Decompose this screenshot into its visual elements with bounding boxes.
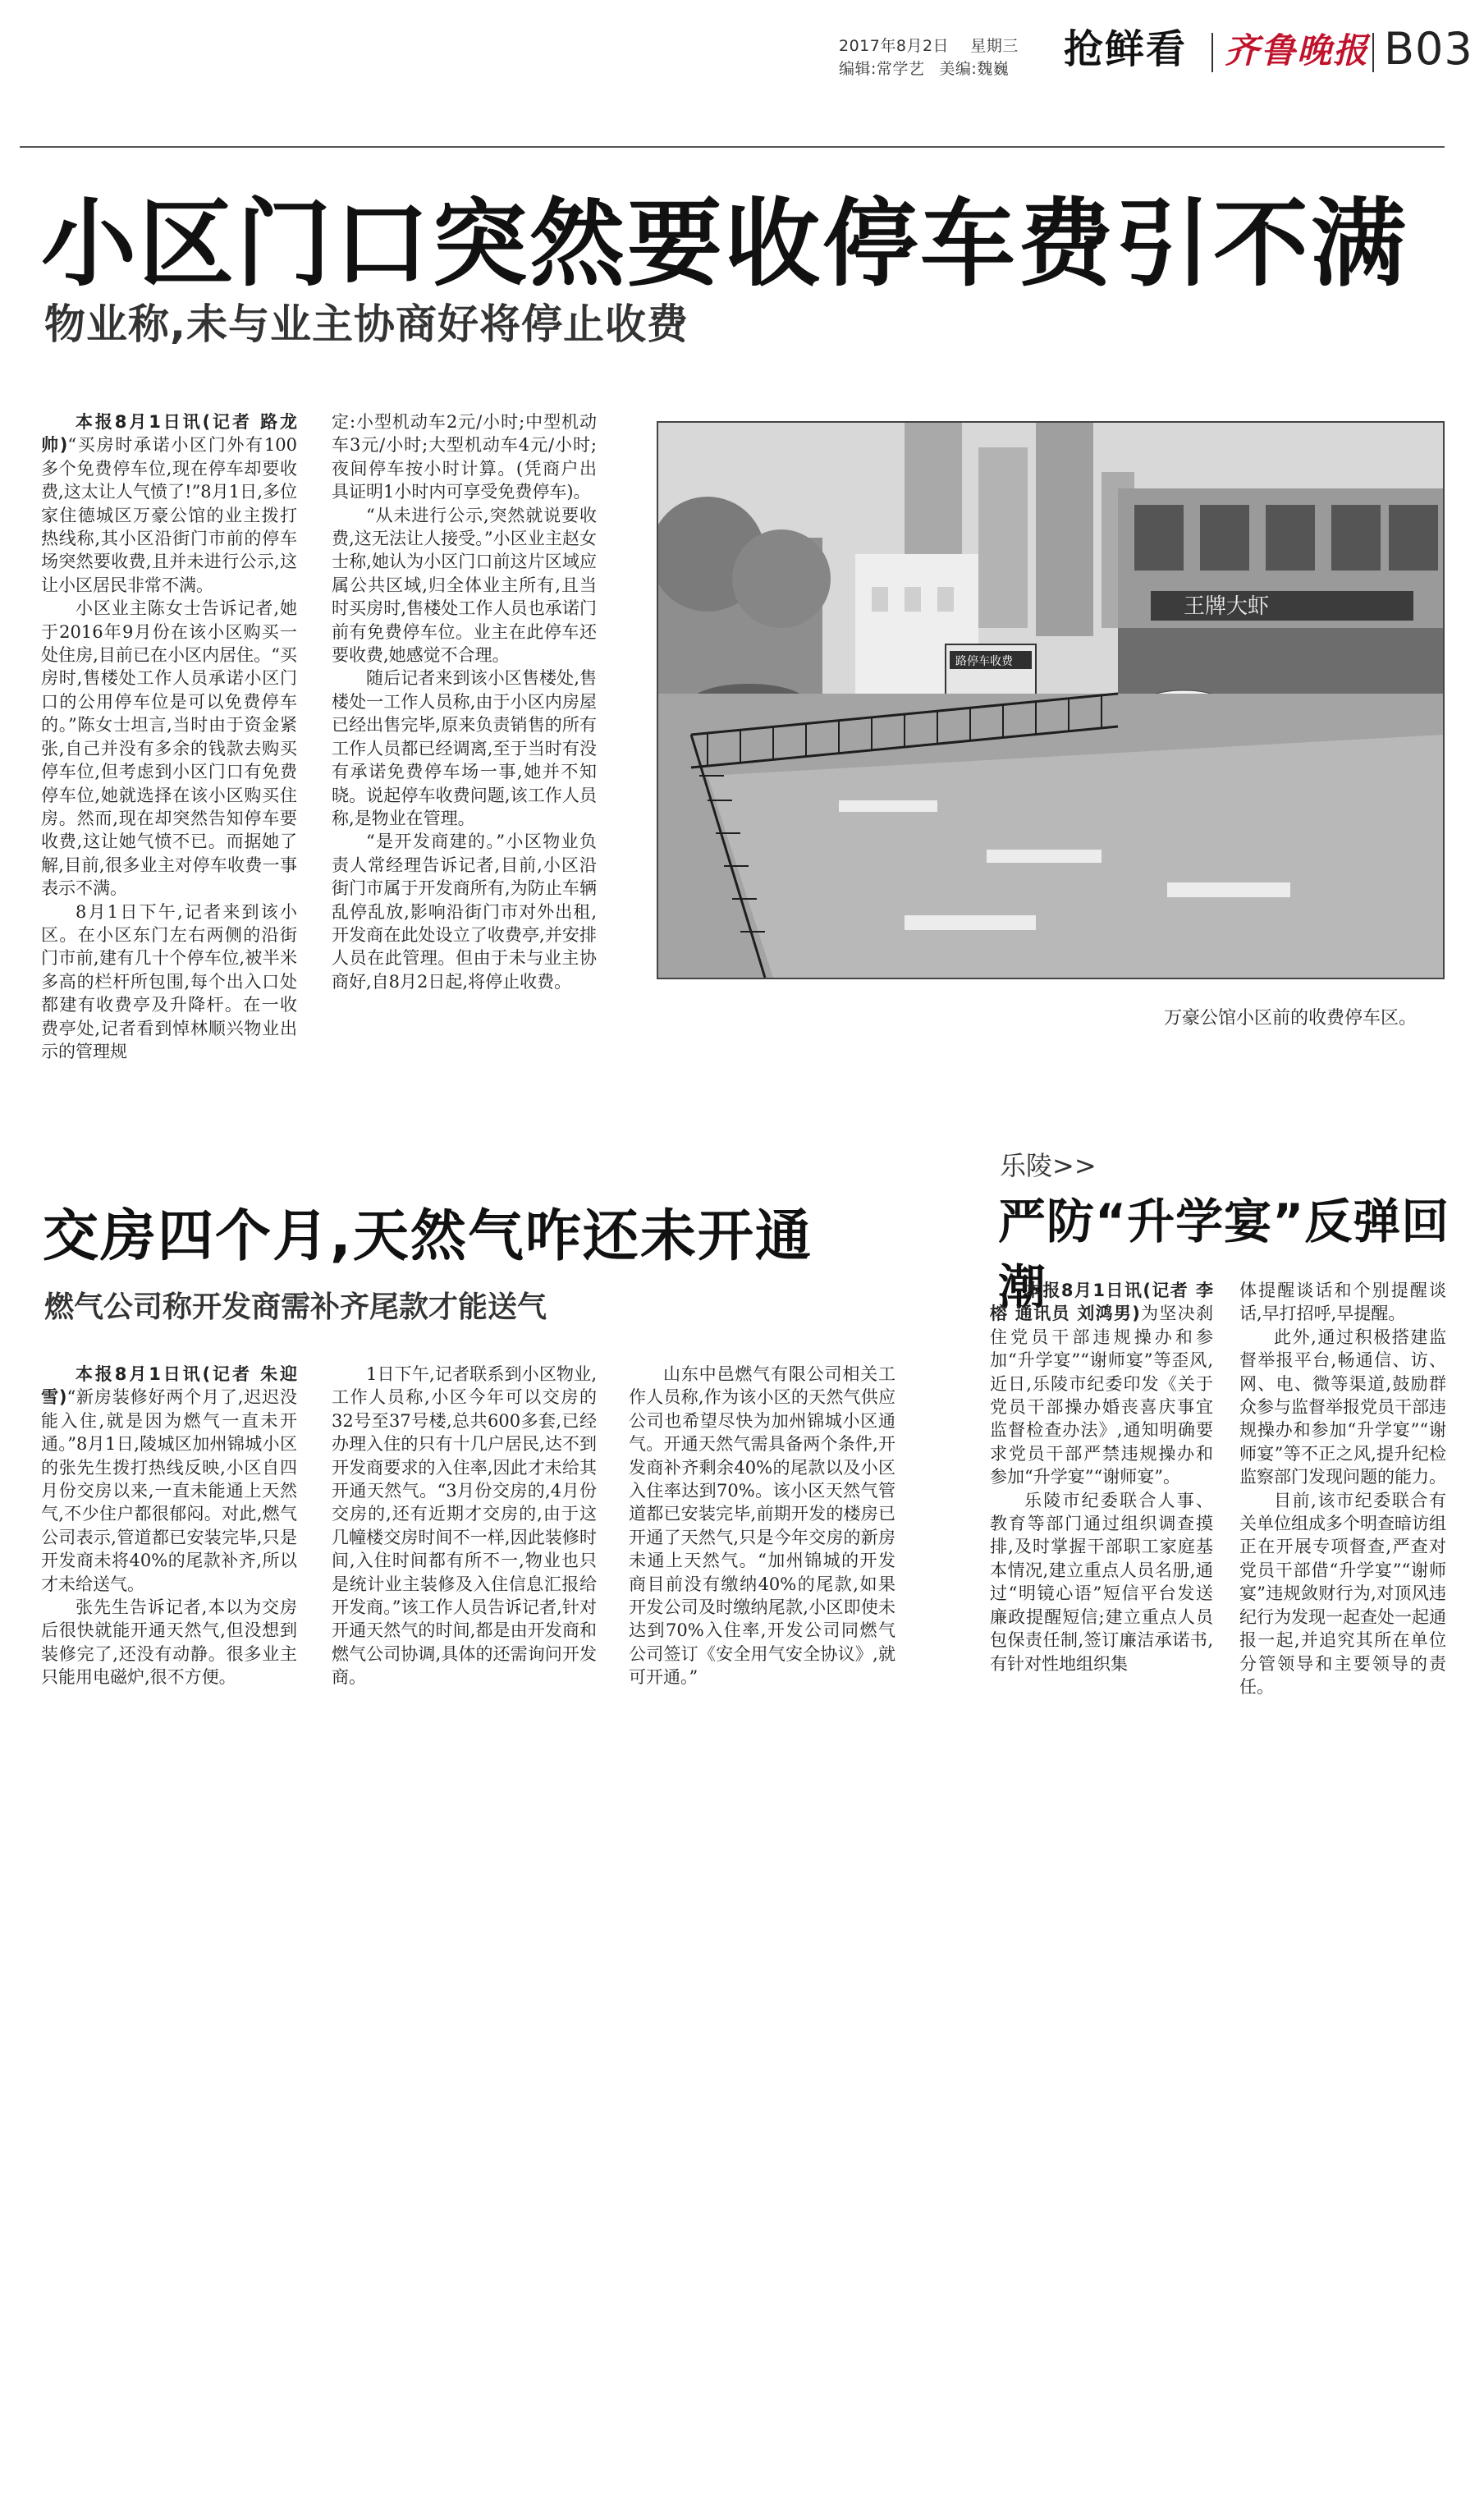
story2-dateline: 本报8月1日讯(记者 朱迎雪) xyxy=(41,1364,297,1408)
paragraph: 张先生告诉记者,本以为交房后很快就能开通天然气,但没想到装修完了,还没有动静。很多业主只能用电磁炉,很不方便。 xyxy=(41,1597,297,1688)
story2-column-1 xyxy=(41,1363,297,1689)
paragraph: “新房装修好两个月了,迟迟没能入住,就是因为燃气一直未开通。”8月1日,陵城区加州锦城小区的张先生拨打热线反映,小区自四月份交房以来,一直未能通上天然气,不少住户都很郁闷。对此,燃气公司表示,管道都已安装完毕,只是开发商未将40%的尾款补齐,所以才未给送气。 xyxy=(41,1387,297,1594)
designer-credit: 美编:魏巍 xyxy=(939,60,1010,78)
story2-subhead: 燃气公司称开发商需补齐尾款才能送气 xyxy=(44,1290,547,1324)
story1-column-1 xyxy=(41,410,297,1063)
paragraph: 山东中邑燃气有限公司相关工作人员称,作为该小区的天然气供应公司也希望尽快为加州锦城小区通气。开通天然气需具备两个条件,开发商补齐剩余40%的尾款以及小区入住率达到70%。该小区天然气管道都已安装完毕,前期开发的楼房已开通了天然气,只是今年交房的新房未通上天然气。“加州锦城的开发商目前没有缴纳40%的尾款,如果开发公司及时缴纳尾款,小区即使未达到70%入住率,开发公司同燃气公司签订《安全用气安全协议》,就可开通。” xyxy=(629,1364,895,1688)
masthead-meta xyxy=(839,34,1024,80)
paragraph: 随后记者来到该小区售楼处,售楼处一工作人员称,由于小区内房屋已经出售完毕,原来负责销售的所有工作人员都已经调离,至于当时有没有承诺免费停车场一事,她并不知晓。说起停车收费问题,该工作人员称,是物业在管理。 xyxy=(332,668,597,828)
issue-date: 2017年8月2日 xyxy=(839,37,950,55)
story1-column-2 xyxy=(332,410,597,993)
story3-headline: 严防“升学宴”反弹回潮 xyxy=(998,1194,1450,1315)
story3-column-1 xyxy=(990,1279,1213,1675)
booth-sign-text: 路停车收费 xyxy=(955,655,1013,668)
shop-sign-text: 王牌大虾 xyxy=(1184,594,1270,619)
paragraph: 目前,该市纪委联合有关单位组成多个明查暗访组正在开展专项督查,严查对党员干部借“升学宴”“谢师宴”违规敛财行为,对顶风违纪行为发现一起查处一起通报一起,并追究其所在单位分管领导和主要领导的责任。 xyxy=(1239,1490,1446,1697)
story2-column-3 xyxy=(629,1363,895,1689)
header-rule xyxy=(20,146,1445,148)
paragraph: “买房时承诺小区门外有100多个免费停车位,现在停车却要收费,这太让人气愤了!”8月1日,多位家住德城区万豪公馆的业主拨打热线称,其小区沿街门市前的停车场突然要收费,且并未进行公示,这让小区居民非常不满。 xyxy=(41,435,297,595)
paragraph: “从未进行公示,突然就说要收费,这无法让人接受。”小区业主赵女士称,她认为小区门口前这片区域应属公共区域,归全体业主所有,且当时买房时,售楼处工作人员也承诺门前有免费停车位。业主在此停车还要收费,她感觉不合理。 xyxy=(332,505,597,666)
paragraph: 小区业主陈女士告诉记者,她于2016年9月份在该小区购买一处住房,目前已在小区内居住。“买房时,售楼处工作人员承诺小区门口的公用停车位是可以免费停车的。”陈女士坦言,当时由于资金紧张,自己并没有多余的钱款去购买停车位,但考虑到小区门口有免费停车位,她就选择在该小区购买住房。然而,现在却突然告知停车要收费,这让她气愤不已。而据她了解,目前,很多业主对停车收费一事表示不满。 xyxy=(41,598,297,899)
paragraph: 为坚决刹住党员干部违规操办和参加“升学宴”“谢师宴”等歪风,近日,乐陵市纪委印发《关于党员干部操办婚丧喜庆事宜监督检查办法》,通知明确要求党员干部严禁违规操办和参加“升学宴”“谢师宴”。 xyxy=(990,1304,1213,1487)
editor-credit: 编辑:常学艺 xyxy=(839,60,925,78)
page-number: B03 xyxy=(1384,23,1473,75)
paragraph: 定:小型机动车2元/小时;中型机动车3元/小时;大型机动车4元/小时;夜间停车按小时计算。(凭商户出具证明1小时内可享受免费停车)。 xyxy=(332,412,597,502)
paper-logo: 齐鲁晚报 xyxy=(1225,30,1370,71)
issue-weekday: 星期三 xyxy=(970,37,1019,55)
story1-headline: 小区门口突然要收停车费引不满 xyxy=(41,189,1408,300)
paragraph: 体提醒谈话和个别提醒谈话,早打招呼,早提醒。 xyxy=(1239,1281,1446,1324)
story3-kicker: 乐陵>> xyxy=(1000,1150,1097,1181)
story3-column-2 xyxy=(1239,1279,1446,1698)
photo-caption: 万豪公馆小区前的收费停车区。 xyxy=(1164,1008,1418,1029)
parking-lot-photo xyxy=(657,421,1445,979)
story1-subhead: 物业称,未与业主协商好将停止收费 xyxy=(44,300,689,348)
header-divider xyxy=(1372,33,1374,72)
paragraph: “是开发商建的。”小区物业负责人常经理告诉记者,目前,小区沿街门市属于开发商所有,为防止车辆乱停乱放,影响沿街门市对外出租,开发商在此处设立了收费亭,并安排人员在此管理。但由于未与业主协商好,自8月2日起,将停止收费。 xyxy=(332,832,597,992)
paragraph: 此外,通过积极搭建监督举报平台,畅通信、访、网、电、微等渠道,鼓励群众参与监督举报党员干部违规操办和参加“升学宴”“谢师宴”等不正之风,提升纪检监察部门发现问题的能力。 xyxy=(1239,1327,1446,1487)
story2-headline: 交房四个月,天然气咋还未开通 xyxy=(43,1204,813,1269)
story3-dateline: 本报8月1日讯(记者 李榕 通讯员 刘鸿男) xyxy=(990,1281,1213,1324)
story2-column-2 xyxy=(332,1363,597,1689)
paragraph: 1日下午,记者联系到小区物业,工作人员称,小区今年可以交房的32号至37号楼,总共600多套,已经办理入住的只有十几户居民,达不到开发商要求的入住率,因此才未给其开通天然气。“3月份交房的,4月份交房的,还有近期才交房的,由于这几幢楼交房时间不一样,因此装修时间,入住时间都有所不一,物业也只是统计业主装修及入住信息汇报给开发商。”该工作人员告诉记者,针对开通天然气的时间,都是由开发商和燃气公司协调,具体的还需询问开发商。 xyxy=(332,1364,597,1688)
story1-dateline: 本报8月1日讯(记者 路龙帅) xyxy=(41,412,297,456)
paragraph: 乐陵市纪委联合人事、教育等部门通过组织调查摸排,及时掌握干部职工家庭基本情况,建立重点人员名册,通过“明镜心语”短信平台发送廉政提醒短信;建立重点人员包保责任制,签订廉洁承诺书,有针对性地组织集 xyxy=(990,1490,1213,1674)
header-divider xyxy=(1211,33,1213,72)
paragraph: 8月1日下午,记者来到该小区。在小区东门左右两侧的沿街门市前,建有几十个停车位,被半米多高的栏杆所包围,每个出入口处都建有收费亭及升降杆。在一收费亭处,记者看到悼林顺兴物业出示的管理规 xyxy=(41,901,297,1061)
section-name: 抢鲜看 xyxy=(1064,26,1188,72)
